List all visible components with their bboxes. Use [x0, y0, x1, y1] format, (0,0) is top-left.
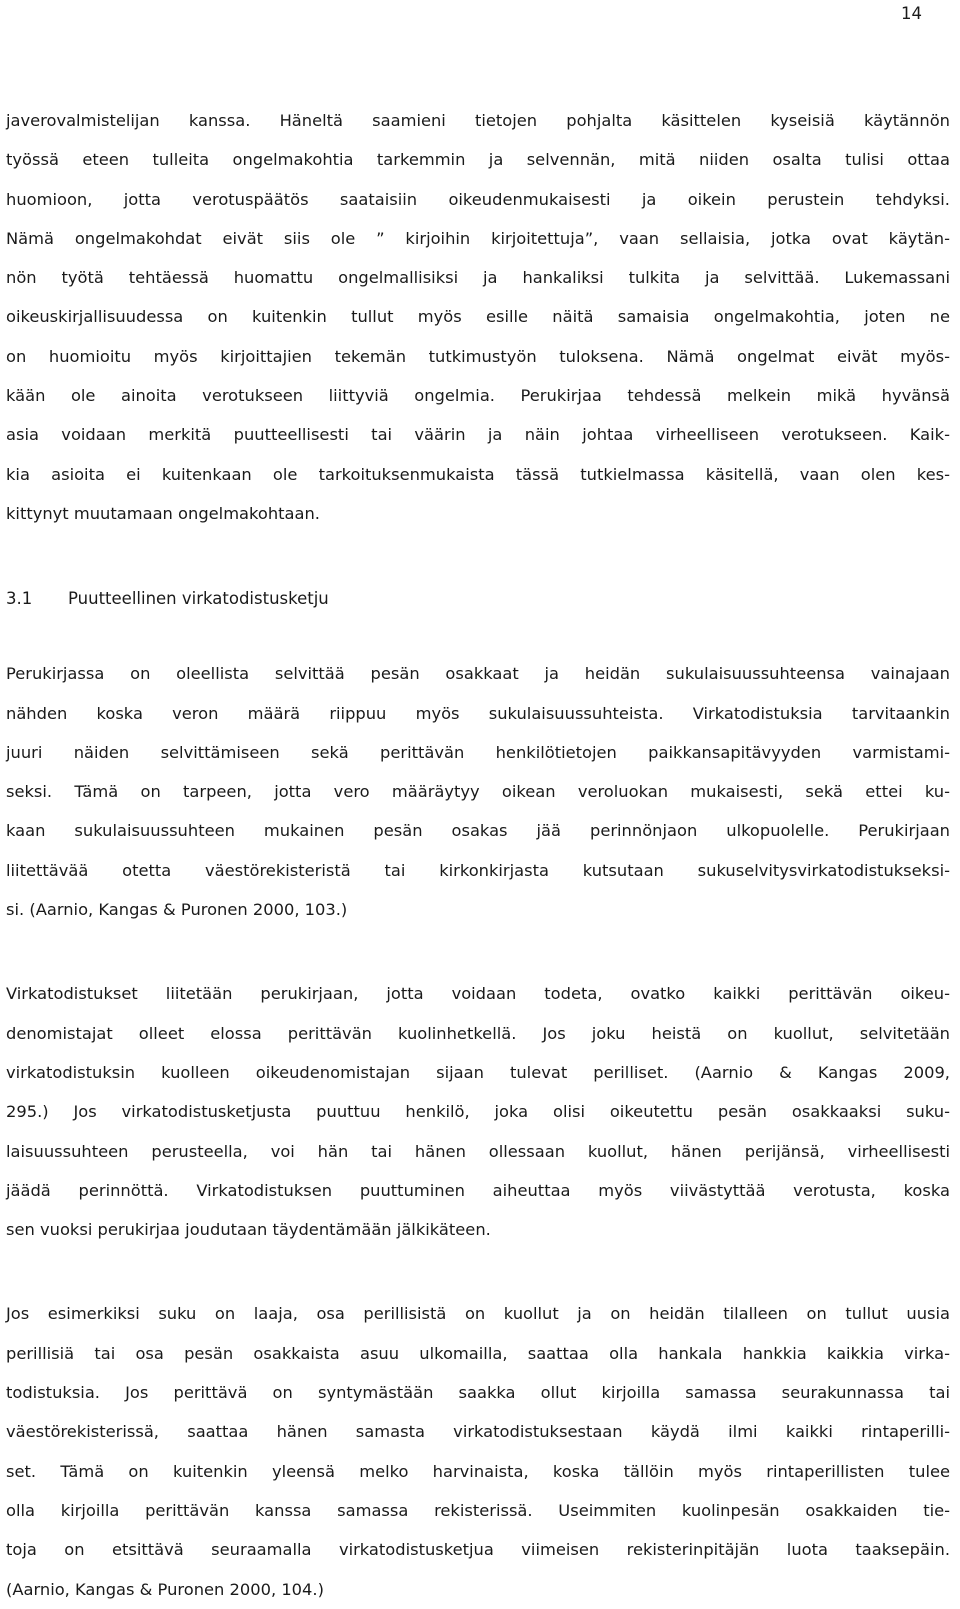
- text-line: Perukirjassa on oleellista selvittää pesän osakkaat ja heidän sukulaisuussuhteensa vainajaan: [6, 664, 950, 684]
- text-line: seksi. Tämä on tarpeen, jotta vero määräytyy oikean veroluokan mukaisesti, sekä ettei ku-: [6, 782, 950, 802]
- page-number: 14: [901, 4, 922, 23]
- paragraph-heirs: [6, 654, 950, 929]
- text-line: set. Tämä on kuitenkin yleensä melko harvinaista, koska tällöin myös rintaperillisten tulee: [6, 1461, 950, 1481]
- text-line: Virkatodistukset liitetään perukirjaan, jotta voidaan todeta, ovatko kaikki perittävän oikeu-: [6, 984, 950, 1004]
- text-line: asia voidaan merkitä puutteellisesti tai väärin ja näin johtaa virheelliseen verotukseen. Kaik-: [6, 425, 950, 445]
- text-line: (Aarnio, Kangas & Puronen 2000, 104.): [6, 1579, 324, 1599]
- paragraph-example: [6, 1294, 950, 1608]
- text-line: on huomioitu myös kirjoittajien tekemän tutkimustyön tuloksena. Nämä ongelmat eivät myös-: [6, 346, 950, 366]
- text-line: Jos esimerkiksi suku on laaja, osa perillisistä on kuollut ja on heidän tilalleen on tullut uusia: [6, 1304, 950, 1324]
- spacer: [6, 533, 950, 579]
- text-line: virkatodistuksin kuolleen oikeudenomistajan sijaan tulevat perilliset. (Aarnio & Kangas 2009,: [6, 1062, 950, 1082]
- spacer: [6, 929, 950, 974]
- text-line: 295.) Jos virkatodistusketjusta puuttuu henkilö, joka olisi oikeutettu pesän osakkaaksi suku-: [6, 1102, 950, 1122]
- spacer: [6, 1249, 950, 1294]
- paragraph-certificates: [6, 974, 950, 1249]
- text-line: toja on etsittävä seuraamalla virkatodistusketjua viimeisen rekisterinpitäjän luota taaksepäin.: [6, 1540, 950, 1560]
- text-line: todistuksia. Jos perittävä on syntymästään saakka ollut kirjoilla samassa seurakunnassa tai: [6, 1383, 950, 1403]
- text-line: oikeuskirjallisuudessa on kuitenkin tullut myös esille näitä samaisia ongelmakohtia, joten ne: [6, 307, 950, 327]
- text-line: kia asioita ei kuitenkaan ole tarkoituksenmukaista tässä tutkielmassa käsitellä, vaan olen kes-: [6, 464, 950, 484]
- text-line: väestörekisterissä, saattaa hänen samasta virkatodistuksestaan käydä ilmi kaikki rintaperilli-: [6, 1422, 950, 1442]
- text-line: denomistajat olleet elossa perittävän kuolinhetkellä. Jos joku heistä on kuollut, selvitetään: [6, 1023, 950, 1043]
- text-line: Nämä ongelmakohdat eivät siis ole ” kirjoihin kirjoitettuja”, vaan sellaisia, jotka ovat käytän-: [6, 228, 950, 248]
- section-heading: [6, 579, 950, 618]
- text-line: laisuussuhteen perusteella, voi hän tai hänen ollessaan kuollut, hänen perijänsä, virheellisesti: [6, 1141, 950, 1161]
- text-line: juuri näiden selvittämiseen sekä perittävän henkilötietojen paikkansapitävyyden varmistami-: [6, 742, 950, 762]
- section-title: Puutteellinen virkatodistusketju: [68, 589, 329, 609]
- text-line: javerovalmistelijan kanssa. Häneltä saamieni tietojen pohjalta käsittelen kyseisiä käytännön: [6, 111, 950, 130]
- text-line: sen vuoksi perukirjaa joudutaan täydentämään jälkikäteen.: [6, 1220, 491, 1240]
- text-line: si. (Aarnio, Kangas & Puronen 2000, 103.): [6, 900, 348, 920]
- text-line: liitettävää otetta väestörekisteristä tai kirkonkirjasta kutsutaan sukuselvitysvirkatodistukseksi-: [6, 860, 950, 880]
- text-line: nön työtä tehtäessä huomattu ongelmallisiksi ja hankaliksi tulkita ja selvittää. Lukemassani: [6, 268, 950, 288]
- paragraph-intro: [6, 101, 950, 533]
- text-line: kittynyt muutamaan ongelmakohtaan.: [6, 503, 320, 523]
- text-line: jäädä perinnöttä. Virkatodistuksen puuttuminen aiheuttaa myös viivästyttää verotusta, koska: [6, 1180, 950, 1200]
- text-line: nähden koska veron määrä riippuu myös sukulaisuussuhteista. Virkatodistuksia tarvitaankin: [6, 703, 950, 723]
- text-line: perillisiä tai osa pesän osakkaista asuu ulkomailla, saattaa olla hankala hankkia kaikkia virka-: [6, 1343, 950, 1363]
- text-line: olla kirjoilla perittävän kanssa samassa rekisterissä. Useimmiten kuolinpesän osakkaiden tie-: [6, 1500, 950, 1520]
- section-number: 3.1: [6, 589, 33, 609]
- text-line: kaan sukulaisuussuhteen mukainen pesän osakas jää perinnönjaon ulkopuolelle. Perukirjaan: [6, 821, 950, 841]
- spacer: [6, 618, 950, 654]
- text-line: kään ole ainoita verotukseen liittyviä ongelmia. Perukirjaa tehdessä melkein mikä hyvänsä: [6, 386, 950, 406]
- text-line: työssä eteen tulleita ongelmakohtia tarkemmin ja selvennän, mitä niiden osalta tulisi ottaa: [6, 150, 950, 170]
- text-line: huomioon, jotta verotuspäätös saataisiin oikeudenmukaisesti ja oikein perustein tehdyksi.: [6, 189, 950, 209]
- page-body: [6, 101, 950, 1609]
